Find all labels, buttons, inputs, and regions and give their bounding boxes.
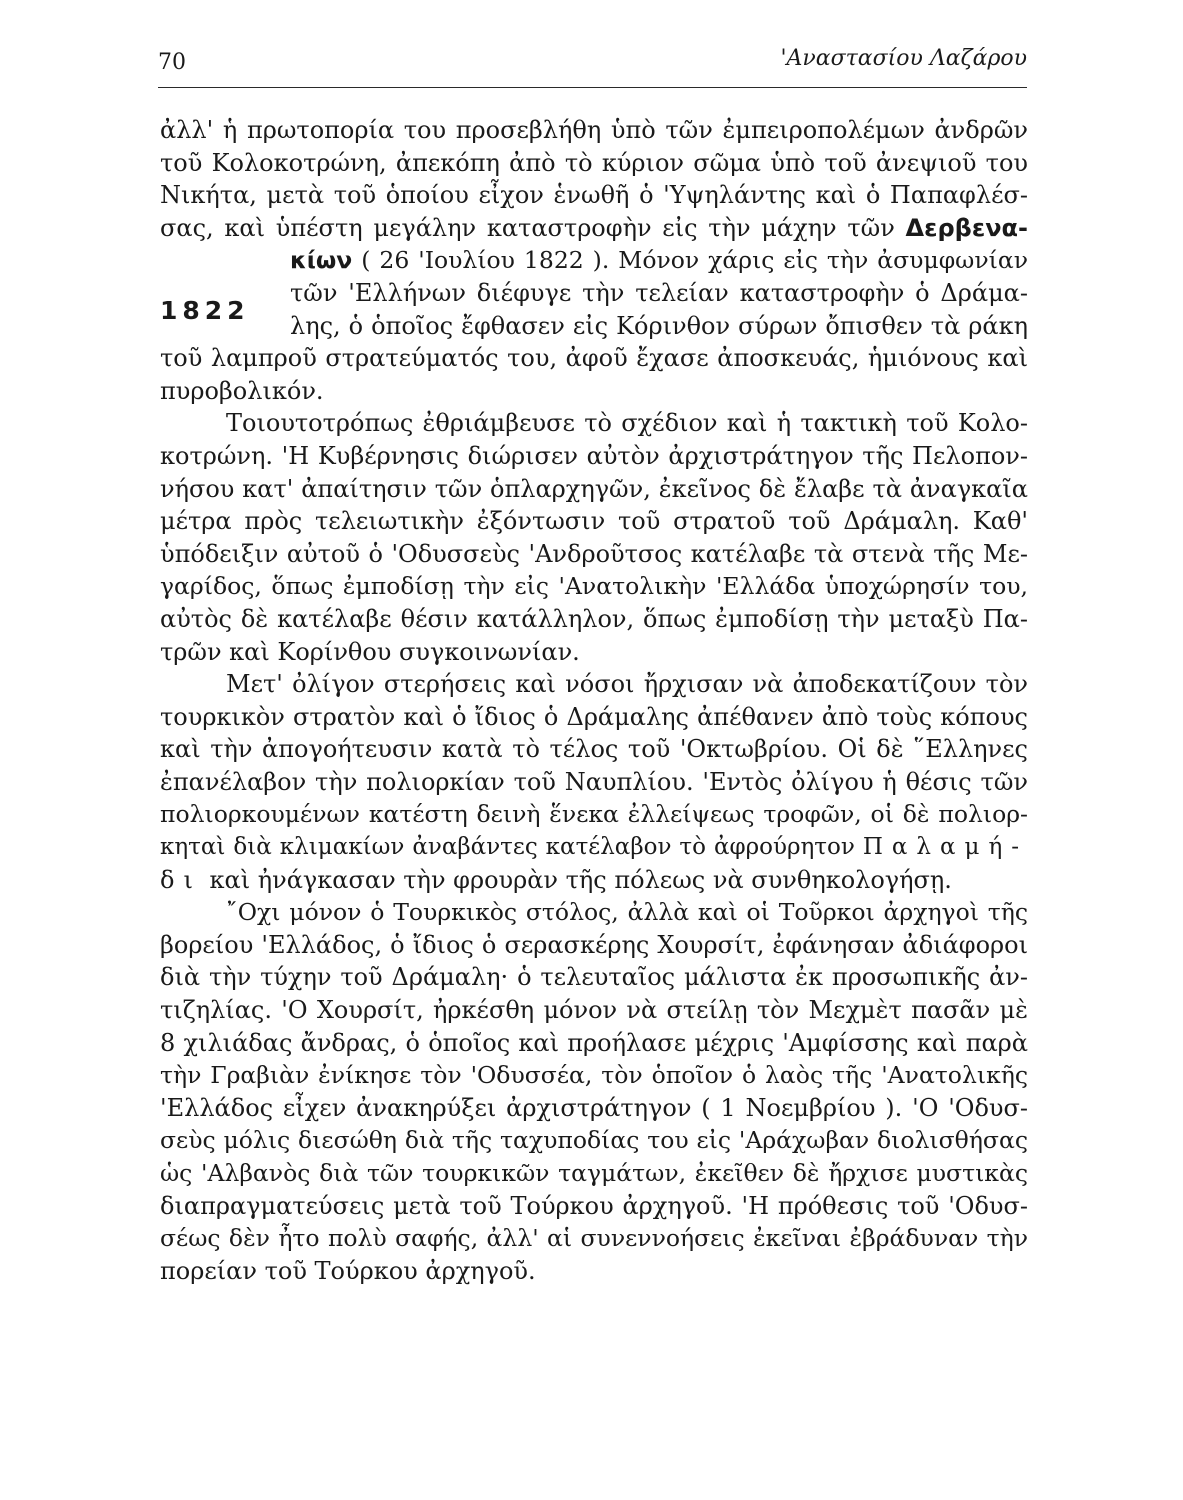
header-rule: [158, 87, 1027, 88]
text-line: διαπραγματεύσεις μετὰ τοῦ Τούρκου ἀρχηγοῦ. 'Η πρόθεσις τοῦ 'Οδυσ-: [160, 1191, 1028, 1220]
text-segment: καὶ ἠνάγκασαν τὴν φρουρὰν τῆς πόλεως νὰ συνθηκολογήσῃ.: [209, 865, 952, 894]
paragraph-3: [160, 668, 1028, 896]
text-line: γαρίδος, ὅπως ἐμποδίσῃ τὴν εἰς 'Ανατολικὴν 'Ελλάδα ὑποχώρησίν του,: [160, 572, 1028, 601]
text-line: ἀλλ' ἡ πρωτοπορία του προσεβλήθη ὑπὸ τῶν ἐμπειροπολέμων ἀνδρῶν: [160, 116, 1028, 144]
text-line: τρῶν καὶ Κορίνθου συγκοινωνίαν.: [160, 637, 580, 666]
text-line: πολιορκουμένων κατέστη δεινὴ ἕνεκα ἐλλείψεως τροφῶν, οἱ δὲ πολιορ-: [160, 800, 1028, 829]
page-number: 70: [158, 50, 186, 75]
body-text: [160, 114, 1028, 1287]
text-line: τουρκικὸν στρατὸν καὶ ὁ ἴδιος ὁ Δράμαλης ἀπέθανεν ἀπὸ τοὺς κόπους: [160, 702, 1028, 731]
text-line: κοτρώνη. 'Η Κυβέρνησις διώρισεν αὐτὸν ἀρχιστράτηγον τῆς Πελοπον-: [160, 441, 1028, 470]
paragraph-4: [160, 896, 1028, 1287]
text-line: ῎Οχι μόνον ὁ Τουρκικὸς στόλος, ἀλλὰ καὶ οἱ Τοῦρκοι ἀρχηγοὶ τῆς: [226, 898, 1028, 927]
paragraph-2: [160, 407, 1028, 668]
text-line: Τοιουτοτρόπως ἐθριάμβευσε τὸ σχέδιον καὶ ἡ τακτικὴ τοῦ Κολο-: [226, 409, 1028, 438]
text-line: μέτρα πρὸς τελειωτικὴν ἐξόντωσιν τοῦ στρατοῦ τοῦ Δράμαλη. Καθ': [160, 507, 1028, 536]
spaced-place-name: Παλαμή-: [862, 834, 1029, 861]
bold-place-name: Δερβενα-: [905, 213, 1028, 242]
margin-note-year: 1822: [160, 296, 250, 325]
spaced-place-name-end: δι: [160, 865, 202, 894]
text-line: βορείου 'Ελλάδος, ὁ ἴδιος ὁ σερασκέρης Χουρσίτ, ἐφάνησαν ἀδιάφοροι: [160, 930, 1028, 959]
text-line: ἐπανέλαβον τὴν πολιορκίαν τοῦ Ναυπλίου. 'Εντὸς ὀλίγου ἡ θέσις τῶν: [160, 767, 1028, 796]
text-line: τιζηλίας. 'Ο Χουρσίτ, ἠρκέσθη μόνον νὰ στείλῃ τὸν Μεχμὲτ πασᾶν μὲ: [160, 996, 1028, 1025]
text-segment: ( 26 'Ιουλίου 1822 ). Μόνον χάρις εἰς τὴν ἀσυμφωνίαν: [361, 246, 1028, 275]
text-line: πορείαν τοῦ Τούρκου ἀρχηγοῦ.: [160, 1256, 536, 1285]
text-line: τὴν Γραβιὰν ἐνίκησε τὸν 'Οδυσσέα, τὸν ὁποῖον ὁ λαὸς τῆς 'Ανατολικῆς: [160, 1061, 1028, 1090]
text-line: αὐτὸς δὲ κατέλαβε θέσιν κατάλληλον, ὅπως ἐμποδίσῃ τὴν μεταξὺ Πα-: [160, 604, 1028, 633]
text-line: νήσου κατ' ἀπαίτησιν τῶν ὁπλαρχηγῶν, ἐκεῖνος δὲ ἔλαβε τὰ ἀναγκαῖα: [160, 474, 1028, 503]
text-line: ὑπόδειξιν αὐτοῦ ὁ 'Οδυσσεὺς 'Ανδροῦτσος κατέλαβε τὰ στενὰ τῆς Με-: [160, 539, 1028, 568]
text-line: λης, ὁ ὁποῖος ἔφθασεν εἰς Κόρινθον σύρων ὄπισθεν τὰ ράκη: [290, 311, 1028, 340]
running-head: 'Αναστασίου Λαζάρου: [780, 46, 1027, 71]
text-line: σεὺς μόλις διεσώθη διὰ τῆς ταχυποδίας του εἰς 'Αράχωβαν διολισθήσας: [160, 1126, 1028, 1155]
text-line: σέως δὲν ἦτο πολὺ σαφής, ἀλλ' αἱ συνεννοήσεις ἐκεῖναι ἐβράδυναν τὴν: [160, 1224, 1028, 1253]
paragraph-1: [160, 114, 1028, 407]
text-segment: σας, καὶ ὑπέστη μεγάλην καταστροφὴν εἰς τὴν μάχην τῶν: [160, 213, 895, 242]
text-line: [160, 212, 1028, 245]
text-line: τῶν 'Ελλήνων διέφυγε τὴν τελείαν καταστροφὴν ὁ Δράμα-: [290, 278, 1028, 307]
text-line: διὰ τὴν τύχην τοῦ Δράμαλη· ὁ τελευταῖος μάλιστα ἐκ προσωπικῆς ἀν-: [160, 963, 1028, 992]
text-line: 'Ελλάδος εἶχεν ἀνακηρύξει ἀρχιστράτηγον ( 1 Νοεμβρίου ). 'Ο 'Οδυσ-: [160, 1093, 1028, 1122]
text-line: καὶ τὴν ἀπογοήτευσιν κατὰ τὸ τέλος τοῦ 'Οκτωβρίου. Οἱ δὲ ῞Ελληνες: [160, 735, 1028, 764]
text-line: τοῦ λαμπροῦ στρατεύματός του, ἀφοῦ ἔχασε ἀποσκευάς, ἡμιόνους καὶ: [160, 344, 1028, 373]
text-line: Νικήτα, μετὰ τοῦ ὁποίου εἶχον ἑνωθῆ ὁ 'Υψηλάντης καὶ ὁ Παπαφλέσ-: [160, 181, 1028, 210]
text-line: ὡς 'Αλβανὸς διὰ τῶν τουρκικῶν ταγμάτων, ἐκεῖθεν δὲ ἤρχισε μυστικὰς: [160, 1159, 1028, 1187]
bold-place-name-end: κίων: [290, 246, 353, 275]
text-line: Μετ' ὀλίγον στερήσεις καὶ νόσοι ἤρχισαν νὰ ἀποδεκατίζουν τὸν: [226, 670, 1028, 699]
text-segment: κηταὶ διὰ κλιμακίων ἀναβάντες κατέλαβον τὸ ἀφρούρητον: [160, 834, 855, 861]
text-line: πυροβολικόν.: [160, 376, 324, 405]
text-line: 8 χιλιάδας ἄνδρας, ὁ ὁποῖος καὶ προήλασε μέχρις 'Αμφίσσης καὶ παρὰ: [160, 1028, 1028, 1057]
text-line: [160, 864, 1028, 897]
text-line: [160, 831, 1028, 864]
text-line: [160, 244, 1028, 277]
text-line: τοῦ Κολοκοτρώνη, ἀπεκόπη ἀπὸ τὸ κύριον σῶμα ὑπὸ τοῦ ἀνεψιοῦ του: [160, 148, 1028, 177]
